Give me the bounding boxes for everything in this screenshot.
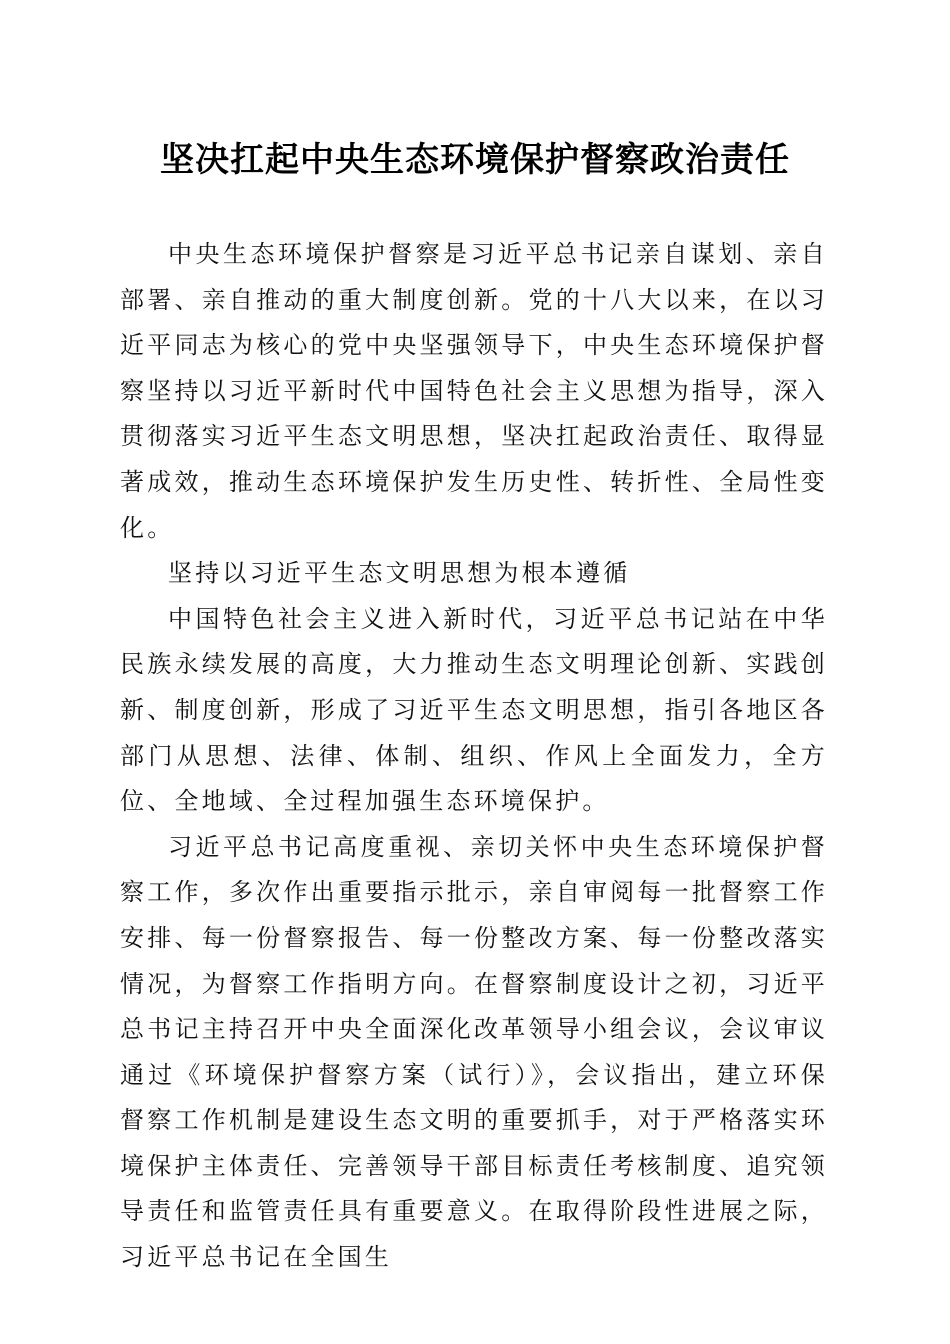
section-heading: 坚持以习近平生态文明思想为根本遵循 xyxy=(168,559,631,588)
paragraph-new-era: 中国特色社会主义进入新时代，习近平总书记站在中华民族永续发展的高度，大力推动生态文明理论创新、实践创新、制度创新，形成了习近平生态文明思想，指引各地区各部门从思想、法律、体制、组织、作风上全面发力，全方位、全地域、全过程加强生态环境保护。 xyxy=(120,604,828,816)
document-body xyxy=(120,232,828,1281)
document-title: 坚决扛起中央生态环境保护督察政治责任 xyxy=(160,140,790,180)
paragraph-intro: 中央生态环境保护督察是习近平总书记亲自谋划、亲自部署、亲自推动的重大制度创新。党的十八大以来，在以习近平同志为核心的党中央坚强领导下，中央生态环境保护督察坚持以习近平新时代中国特色社会主义思想为指导，深入贯彻落实习近平生态文明思想，坚决扛起政治责任、取得显著成效，推动生态环境保护发生历史性、转折性、全局性变化。 xyxy=(120,240,828,542)
paragraph-leadership: 习近平总书记高度重视、亲切关怀中央生态环境保护督察工作，多次作出重要指示批示，亲自审阅每一批督察工作安排、每一份督察报告、每一份整改方案、每一份整改落实情况，为督察工作指明方向。在督察制度设计之初，习近平总书记主持召开中央全面深化改革领导小组会议，会议审议通过《环境保护督察方案（试行）》，会议指出，建立环保督察工作机制是建设生态文明的重要抓手，对于严格落实环境保护主体责任、完善领导干部目标责任考核制度、追究领导责任和监管责任具有重要意义。在取得阶段性进展之际，习近平总书记在全国生 xyxy=(120,832,828,1272)
